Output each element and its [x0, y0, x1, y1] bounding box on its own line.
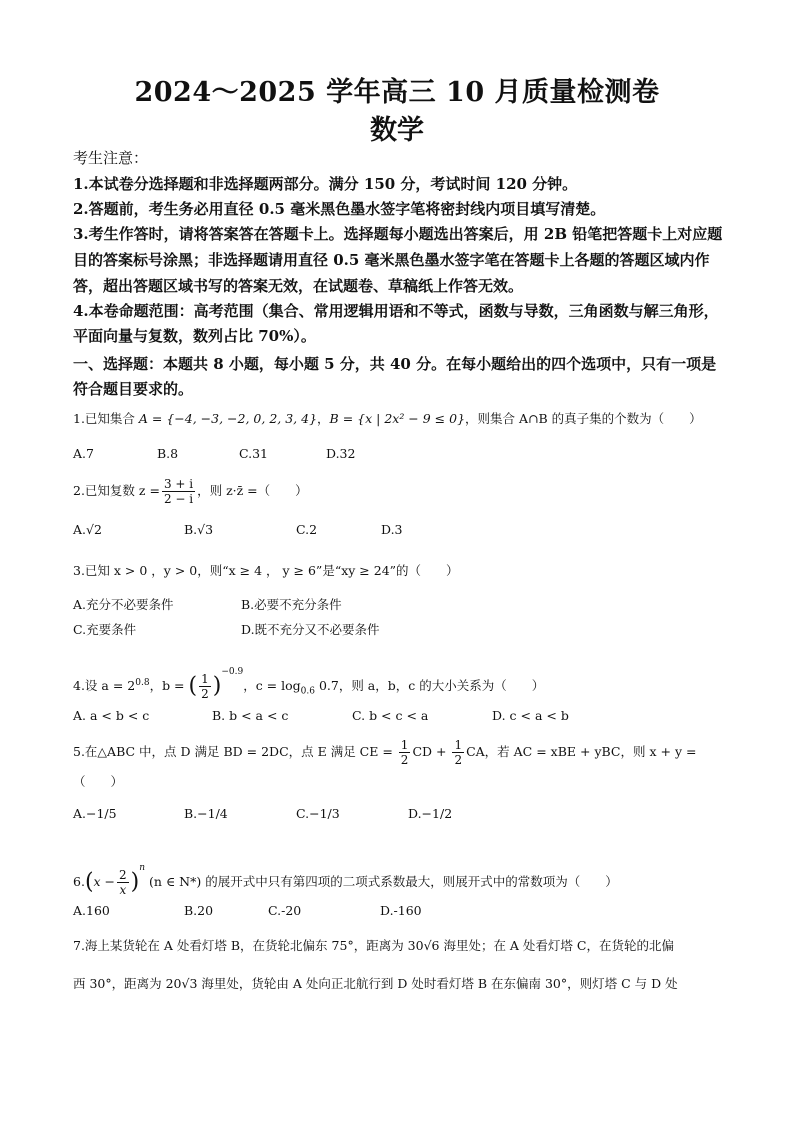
q1-set-a: A = {−4, −3, −2, 0, 2, 3, 4} — [138, 411, 318, 426]
question-7-line-1: 7.海上某货轮在 A 处看灯塔 B，在货轮北偏东 75°，距离为 30√6 海里处；在 A 处看灯塔 C，在货轮的北偏 — [73, 938, 674, 953]
q3-options-row2 — [73, 620, 723, 638]
q1-suffix: ，则集合 A∩B 的真子集的个数为（ ） — [465, 411, 702, 426]
q6-fraction — [117, 868, 129, 897]
question-3: 3.已知 x > 0 ，y > 0，则“x ≥ 4 ， y ≥ 6”是“xy ≥ 24”的（ ） — [73, 563, 459, 578]
q3-options-row1 — [73, 595, 723, 613]
q6-prefix: 6. — [73, 874, 85, 889]
q5-paren: （ ） — [73, 774, 124, 789]
q1-prefix: 1.已知集合 — [73, 411, 139, 426]
q2-option-c[interactable]: C.2 — [296, 522, 318, 537]
q5-frac1-num: 1 — [400, 738, 409, 752]
q4-option-d[interactable]: D. c < a < b — [492, 708, 569, 723]
q5-frac2-den: 2 — [454, 753, 463, 767]
q6-option-c[interactable]: C.-20 — [268, 903, 302, 918]
q2-denominator: 2 − i — [163, 492, 194, 506]
q3-option-d[interactable]: D.既不充分又不必要条件 — [241, 622, 380, 637]
q2-options — [73, 522, 723, 540]
notice-item-2: 2.答题前，考生务必用直径 0.5 毫米黑色墨水签字笔将密封线内项目填写清楚。 — [73, 200, 606, 218]
q5-fraction-2 — [452, 738, 464, 767]
q6-numerator: 2 — [119, 868, 127, 882]
q3-option-a[interactable]: A.充分不必要条件 — [73, 597, 174, 612]
q5-text-1: 5.在△ABC 中，点 D 满足 BD = 2DC，点 E 满足 CE = — [73, 744, 397, 759]
q4-option-b[interactable]: B. b < a < c — [212, 708, 289, 723]
q6-expr: x − — [93, 874, 116, 889]
q6-denominator: x — [119, 883, 127, 897]
q4-option-c[interactable]: C. b < c < a — [352, 708, 429, 723]
q5-options — [73, 806, 723, 834]
q5-option-a[interactable]: A.−1/5 — [73, 806, 117, 821]
q6-option-a[interactable]: A.160 — [73, 903, 110, 918]
q6-suffix: 的展开式中只有第四项的二项式系数最大，则展开式中的常数项为（ ） — [201, 874, 618, 889]
question-5 — [73, 735, 723, 769]
q2-option-a[interactable]: A.√2 — [73, 522, 102, 537]
notice-item-4: 4.本卷命题范围：高考范围（集合、常用逻辑用语和不等式，函数与导数，三角函数与解三角形，平面向量与复数，数列占比 70%）。 — [73, 302, 719, 345]
notice-label: 考生注意： — [73, 149, 149, 167]
q1-separator: ， — [317, 411, 330, 426]
q4-a-exponent: 0.8 — [135, 677, 150, 688]
q6-condition: (n ∈ N*) — [149, 874, 202, 889]
question-7-line-2: 西 30°，距离为 20√3 海里处，货轮由 A 处向正北航行到 D 处时看灯塔 B 在东偏南 30°，则灯塔 C 与 D 处 — [73, 976, 678, 991]
q1-options — [73, 446, 723, 464]
q1-option-b[interactable]: B.8 — [157, 446, 179, 461]
question-1 — [73, 410, 723, 428]
q4-b-numerator: 1 — [201, 672, 209, 686]
q3-option-b[interactable]: B.必要不充分条件 — [241, 597, 342, 612]
q5-option-c[interactable]: C.−1/3 — [296, 806, 340, 821]
q4-option-a[interactable]: A. a < b < c — [73, 708, 150, 723]
q5-option-d[interactable]: D.−1/2 — [408, 806, 453, 821]
q5-frac1-den: 2 — [400, 753, 409, 767]
q4-options — [73, 708, 723, 726]
q5-frac2-num: 1 — [454, 738, 463, 752]
q2-numerator: 3 + i — [163, 477, 194, 491]
q5-option-b[interactable]: B.−1/4 — [184, 806, 228, 821]
q6-exponent: n — [139, 863, 146, 873]
q6-options — [73, 903, 723, 921]
q2-option-d[interactable]: D.3 — [381, 522, 403, 537]
section-heading-choice: 一、选择题：本题共 8 小题，每小题 5 分，共 40 分。在每小题给出的四个选项中，只有一项是符合题目要求的。 — [73, 355, 717, 398]
q1-option-c[interactable]: C.31 — [239, 446, 268, 461]
q4-c-label: ，c = log — [243, 678, 301, 693]
q4-b-denominator: 2 — [201, 687, 209, 701]
q2-fraction — [162, 477, 195, 506]
q1-option-a[interactable]: A.7 — [73, 446, 94, 461]
subject-title: 数学 — [370, 115, 424, 146]
q6-option-b[interactable]: B.20 — [184, 903, 214, 918]
question-4 — [73, 652, 723, 712]
q4-suffix: 0.7，则 a，b，c 的大小关系为（ ） — [314, 678, 545, 693]
q2-prefix: 2.已知复数 z = — [73, 483, 160, 498]
q4-left-paren: ( — [188, 673, 198, 699]
q6-left-paren: ( — [84, 869, 94, 895]
q2-suffix: ，则 z·z̄ =（ ） — [197, 483, 308, 498]
q3-option-c[interactable]: C.充要条件 — [73, 622, 137, 637]
question-6 — [73, 848, 723, 903]
q1-option-d[interactable]: D.32 — [326, 446, 356, 461]
q4-b-exponent: −0.9 — [221, 667, 244, 677]
q5-text-3: CA，若 AC = xBE + yBC，则 x + y = — [466, 744, 697, 759]
q1-set-b: B = {x | 2x² − 9 ≤ 0} — [329, 411, 466, 426]
question-2 — [73, 474, 723, 508]
exam-title: 2024～2025 学年高三 10 月质量检测卷 — [134, 77, 660, 108]
q5-text-2: CD + — [412, 744, 451, 759]
q4-b-fraction — [199, 672, 211, 701]
notice-item-3: 3.考生作答时，请将答案答在答题卡上。选择题每小题选出答案后，用 2B 铅笔把答题卡上对应题目的答案标号涂黑；非选择题请用直径 0.5 毫米黑色墨水签字笔在答题卡上各题的答题区域内作答，超出答题区域书写的答案无效，在试题卷、草稿纸上作答无效。 — [73, 225, 723, 295]
q6-right-paren: ) — [130, 869, 140, 895]
q6-option-d[interactable]: D.-160 — [380, 903, 422, 918]
q4-a-expr: 4.设 a = 2 — [73, 678, 136, 693]
q4-right-paren: ) — [212, 673, 222, 699]
q4-b-label: ，b = — [149, 678, 189, 693]
notice-item-1: 1.本试卷分选择题和非选择题两部分。满分 150 分，考试时间 120 分钟。 — [73, 175, 578, 193]
q5-fraction-1 — [399, 738, 411, 767]
q4-c-base: 0.6 — [300, 686, 315, 697]
q2-option-b[interactable]: B.√3 — [184, 522, 214, 537]
